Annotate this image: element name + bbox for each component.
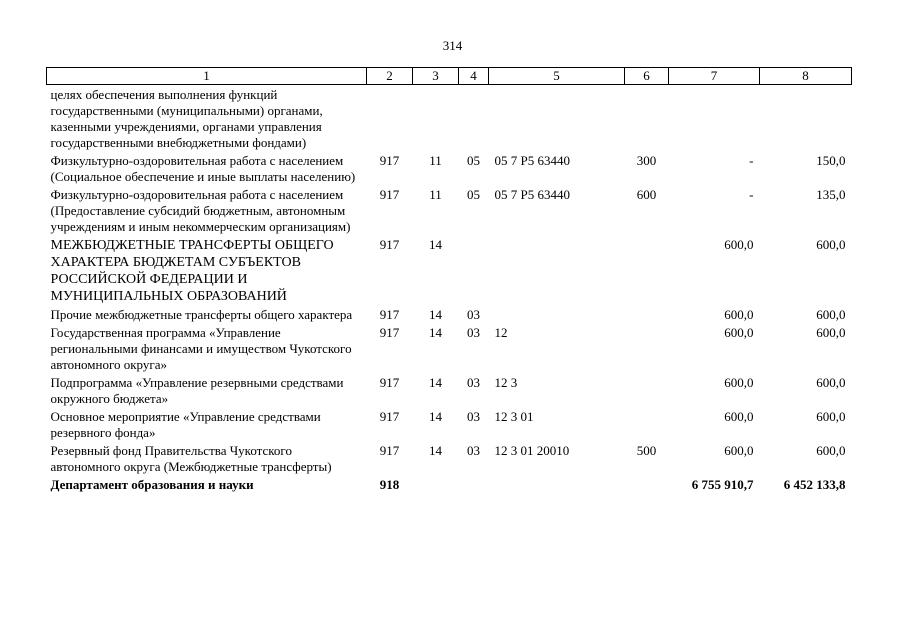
- budget-table: [46, 67, 852, 494]
- row-name: Основное мероприятие «Управление средствами резервного фонда»: [50, 409, 321, 440]
- row-name: Государственная программа «Управление региональными финансами и имуществом Чукотского автономного округа»: [50, 325, 352, 372]
- table-row: [47, 186, 852, 236]
- row-subsection-code: 05: [467, 187, 480, 202]
- row-expense-type: [625, 324, 669, 374]
- header-col-5: 5: [489, 68, 625, 85]
- header-col-4: 4: [459, 68, 489, 85]
- header-col-7: 7: [669, 68, 760, 85]
- row-amount-1: 600,0: [724, 409, 754, 424]
- row-target-code: 12 3 01: [494, 409, 534, 424]
- row-amount-2: 600,0: [816, 325, 846, 340]
- row-subsection-code: 03: [467, 307, 480, 322]
- row-expense-type: 600: [636, 187, 657, 202]
- table-row: [47, 374, 852, 408]
- row-section-code: 11: [429, 153, 442, 168]
- table-row: [47, 408, 852, 442]
- row-ministry-code: 917: [379, 325, 400, 340]
- row-amount-2: [760, 85, 852, 153]
- row-expense-type: 500: [636, 443, 657, 458]
- row-name: Подпрограмма «Управление резервными средствами окружного бюджета»: [50, 375, 344, 406]
- row-expense-type: [625, 236, 669, 306]
- page-number: 314: [442, 38, 463, 53]
- row-subsection-code: 03: [467, 325, 480, 340]
- header-row: [47, 68, 852, 85]
- row-subsection-code: [459, 85, 489, 153]
- row-expense-type: [625, 306, 669, 324]
- row-amount-2: 600,0: [816, 409, 846, 424]
- header-col-2: 2: [367, 68, 413, 85]
- row-subsection-code: 03: [467, 409, 480, 424]
- row-section-code: 11: [429, 187, 442, 202]
- row-target-code: [489, 476, 625, 494]
- row-amount-1: -: [749, 153, 754, 168]
- row-name: Департамент образования и науки: [50, 477, 254, 492]
- row-section-code: 14: [429, 237, 442, 252]
- row-amount-1: -: [749, 187, 754, 202]
- row-subsection-code: [459, 476, 489, 494]
- row-target-code: [489, 236, 625, 306]
- row-amount-2: 600,0: [816, 237, 846, 252]
- row-ministry-code: 918: [379, 477, 400, 492]
- row-expense-type: 300: [636, 153, 657, 168]
- row-section-code: [413, 85, 459, 153]
- row-target-code: 12: [494, 325, 508, 340]
- row-name: Прочие межбюджетные трансферты общего характера: [50, 307, 353, 322]
- row-amount-1: 600,0: [724, 307, 754, 322]
- header-col-8: 8: [760, 68, 852, 85]
- row-expense-type: [625, 374, 669, 408]
- row-section-code: [413, 476, 459, 494]
- row-amount-1: 600,0: [724, 325, 754, 340]
- row-name: целях обеспечения выполнения функций государственными (муниципальными) органами, казенными учреждениями, органами управления государственными внебюджетными фондами): [50, 87, 323, 150]
- row-ministry-code: [367, 85, 413, 153]
- row-amount-2: 600,0: [816, 307, 846, 322]
- row-ministry-code: 917: [379, 187, 400, 202]
- row-section-code: 14: [429, 325, 442, 340]
- row-subsection-code: [459, 236, 489, 306]
- row-name: Физкультурно-оздоровительная работа с населением (Предоставление субсидий бюджетным, автономным учреждениям и иным некоммерческим организациям): [50, 187, 351, 234]
- row-target-code: [489, 85, 625, 153]
- row-ministry-code: 917: [379, 237, 400, 252]
- table-row: [47, 236, 852, 306]
- table-row: [47, 476, 852, 494]
- row-expense-type: [625, 476, 669, 494]
- table-row: [47, 324, 852, 374]
- row-amount-2: 600,0: [816, 375, 846, 390]
- row-section-code: 14: [429, 375, 442, 390]
- row-ministry-code: 917: [379, 409, 400, 424]
- row-name: Резервный фонд Правительства Чукотского автономного округа (Межбюджетные трансферты): [50, 443, 332, 474]
- row-target-code: 12 3: [494, 375, 518, 390]
- row-target-code: 05 7 Р5 63440: [494, 187, 570, 202]
- row-amount-1: 600,0: [724, 443, 754, 458]
- row-amount-1: 600,0: [724, 237, 754, 252]
- row-target-code: [489, 306, 625, 324]
- row-name: МЕЖБЮДЖЕТНЫЕ ТРАНСФЕРТЫ ОБЩЕГО ХАРАКТЕРА БЮДЖЕТАМ СУБЪЕКТОВ РОССИЙСКОЙ ФЕДЕРАЦИИ И МУНИЦИПАЛЬНЫХ ОБРАЗОВАНИЙ: [50, 238, 334, 304]
- row-amount-2: 6 452 133,8: [783, 477, 846, 492]
- table-row: [47, 152, 852, 186]
- table-row: [47, 306, 852, 324]
- header-col-3: 3: [413, 68, 459, 85]
- table-row: [47, 442, 852, 476]
- row-section-code: 14: [429, 409, 442, 424]
- row-target-code: 12 3 01 20010: [494, 443, 570, 458]
- row-subsection-code: 03: [467, 375, 480, 390]
- row-amount-1: [669, 85, 760, 153]
- row-ministry-code: 917: [379, 153, 400, 168]
- row-expense-type: [625, 408, 669, 442]
- row-amount-1: 6 755 910,7: [691, 477, 754, 492]
- table-row: [47, 85, 852, 153]
- row-subsection-code: 05: [467, 153, 480, 168]
- header-col-6: 6: [625, 68, 669, 85]
- row-subsection-code: 03: [467, 443, 480, 458]
- row-ministry-code: 917: [379, 443, 400, 458]
- row-section-code: 14: [429, 443, 442, 458]
- row-expense-type: [625, 85, 669, 153]
- row-amount-2: 135,0: [816, 187, 846, 202]
- row-ministry-code: 917: [379, 375, 400, 390]
- row-amount-2: 600,0: [816, 443, 846, 458]
- row-name: Физкультурно-оздоровительная работа с населением (Социальное обеспечение и иные выплаты населению): [50, 153, 356, 184]
- row-ministry-code: 917: [379, 307, 400, 322]
- row-section-code: 14: [429, 307, 442, 322]
- row-amount-2: 150,0: [816, 153, 846, 168]
- row-target-code: 05 7 Р5 63440: [494, 153, 570, 168]
- header-col-1: 1: [47, 68, 367, 85]
- row-amount-1: 600,0: [724, 375, 754, 390]
